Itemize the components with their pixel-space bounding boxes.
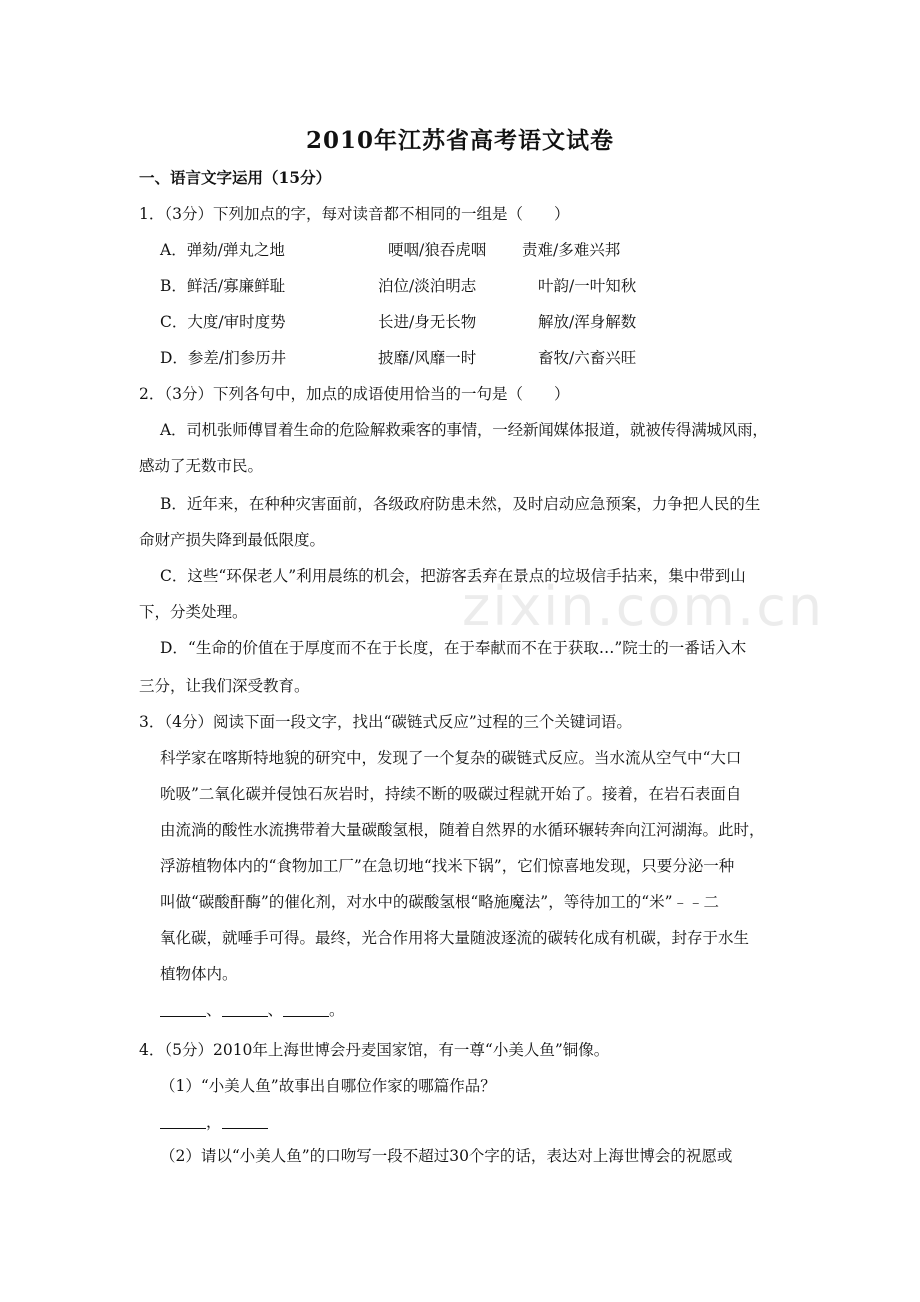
q1-option-d: D．参差/扪参历井 (160, 349, 287, 367)
q3-passage-line: 由流淌的酸性水流携带着大量碳酸氢根，随着自然界的水循环辗转奔向江河湖海。此时， (160, 821, 765, 839)
answer-blank[interactable] (222, 1114, 268, 1129)
separator: 、 (267, 1001, 284, 1019)
page-title: 2010年江苏省高考语文试卷 (305, 127, 614, 154)
q1-option-b-b: 泊位/淡泊明志 (378, 277, 477, 295)
q3-passage-line: 植物体内。 (160, 965, 238, 983)
q3-passage-line: 叫做“碳酸酐酶”的催化剂，对水中的碳酸氢根“略施魔法”，等待加工的“米”﹣﹣二 (160, 893, 720, 911)
q3-passage-line: 科学家在喀斯特地貌的研究中，发现了一个复杂的碳链式反应。当水流从空气中“大口 (160, 749, 742, 767)
q3-passage-line: 吮吸”二氧化碳并侵蚀石灰岩时，持续不断的吸碳过程就开始了。接着，在岩石表面自 (160, 785, 742, 803)
q4-answer-blanks (160, 1112, 268, 1132)
q1-option-b-c: 叶韵/一叶知秋 (538, 277, 637, 295)
q2-option-b: B．近年来，在种种灾害面前，各级政府防患未然，及时启动应急预案，力争把人民的生 (160, 495, 761, 513)
q1-option-d-b: 披靡/风靡一时 (378, 349, 477, 367)
q1-option-a-b: 哽咽/狼吞虎咽 (388, 241, 487, 259)
q4-sub1: （1）“小美人鱼”故事出自哪位作家的哪篇作品？ (160, 1077, 496, 1095)
q3-passage-line: 浮游植物体内的“食物加工厂”在急切地“找米下锅”，它们惊喜地发现，只要分泌一种 (160, 857, 735, 875)
answer-blank[interactable] (160, 1114, 206, 1129)
q1-option-c-c: 解放/浑身解数 (538, 313, 637, 331)
q2-option-d: D．“生命的价值在于厚度而不在于长度，在于奉献而不在于获取…”院士的一番话入木 (160, 639, 747, 657)
q1-option-a: A．弹劾/弹丸之地 (160, 241, 285, 259)
q1-option-b: B．鲜活/寡廉鲜耻 (160, 277, 286, 295)
q2-stem: 2．（3分）下列各句中，加点的成语使用恰当的一句是（ ） (139, 385, 570, 403)
q1-option-a-c: 责难/多难兴邦 (522, 241, 621, 259)
q2-option-b-cont: 命财产损失降到最低限度。 (139, 531, 326, 549)
q4-stem: 4．（5分）2010年上海世博会丹麦国家馆，有一尊“小美人鱼”铜像。 (139, 1041, 610, 1059)
watermark: zixin.com.cn (462, 575, 825, 638)
q2-option-c: C．这些“环保老人”利用晨练的机会，把游客丢弃在景点的垃圾信手拈来，集中带到山 (160, 567, 746, 585)
q1-stem: 1．（3分）下列加点的字，每对读音都不相同的一组是（ ） (139, 205, 570, 223)
q3-passage-line: 氧化碳，就唾手可得。最终，光合作用将大量随波逐流的碳转化成有机碳，封存于水生 (160, 929, 750, 947)
separator: 、 (206, 1001, 222, 1019)
q1-option-c: C．大度/审时度势 (160, 313, 286, 331)
q1-option-c-b: 长进/身无长物 (378, 313, 477, 331)
q4-sub2: （2）请以“小美人鱼”的口吻写一段不超过30个字的话，表达对上海世博会的祝愿或 (160, 1147, 733, 1165)
q2-option-d-cont: 三分，让我们深受教育。 (139, 677, 310, 695)
q2-option-c-cont: 下，分类处理。 (139, 603, 248, 621)
q3-stem: 3．（4分）阅读下面一段文字，找出“碳链式反应”过程的三个关键词语。 (139, 713, 632, 731)
separator: 。 (329, 1001, 345, 1019)
q2-option-a-cont: 感动了无数市民。 (139, 457, 264, 475)
q1-option-d-c: 畜牧/六畜兴旺 (538, 349, 637, 367)
q2-option-a: A．司机张师傅冒着生命的危险解救乘客的事情，一经新闻媒体报道，就被传得满城风雨， (160, 421, 768, 439)
section-heading: 一、语言文字运用（15分） (139, 168, 332, 187)
answer-blank[interactable] (160, 1002, 206, 1017)
answer-blank[interactable] (222, 1002, 268, 1017)
q3-answer-blanks (160, 1000, 345, 1020)
answer-blank[interactable] (283, 1002, 329, 1017)
separator: ， (206, 1113, 222, 1131)
